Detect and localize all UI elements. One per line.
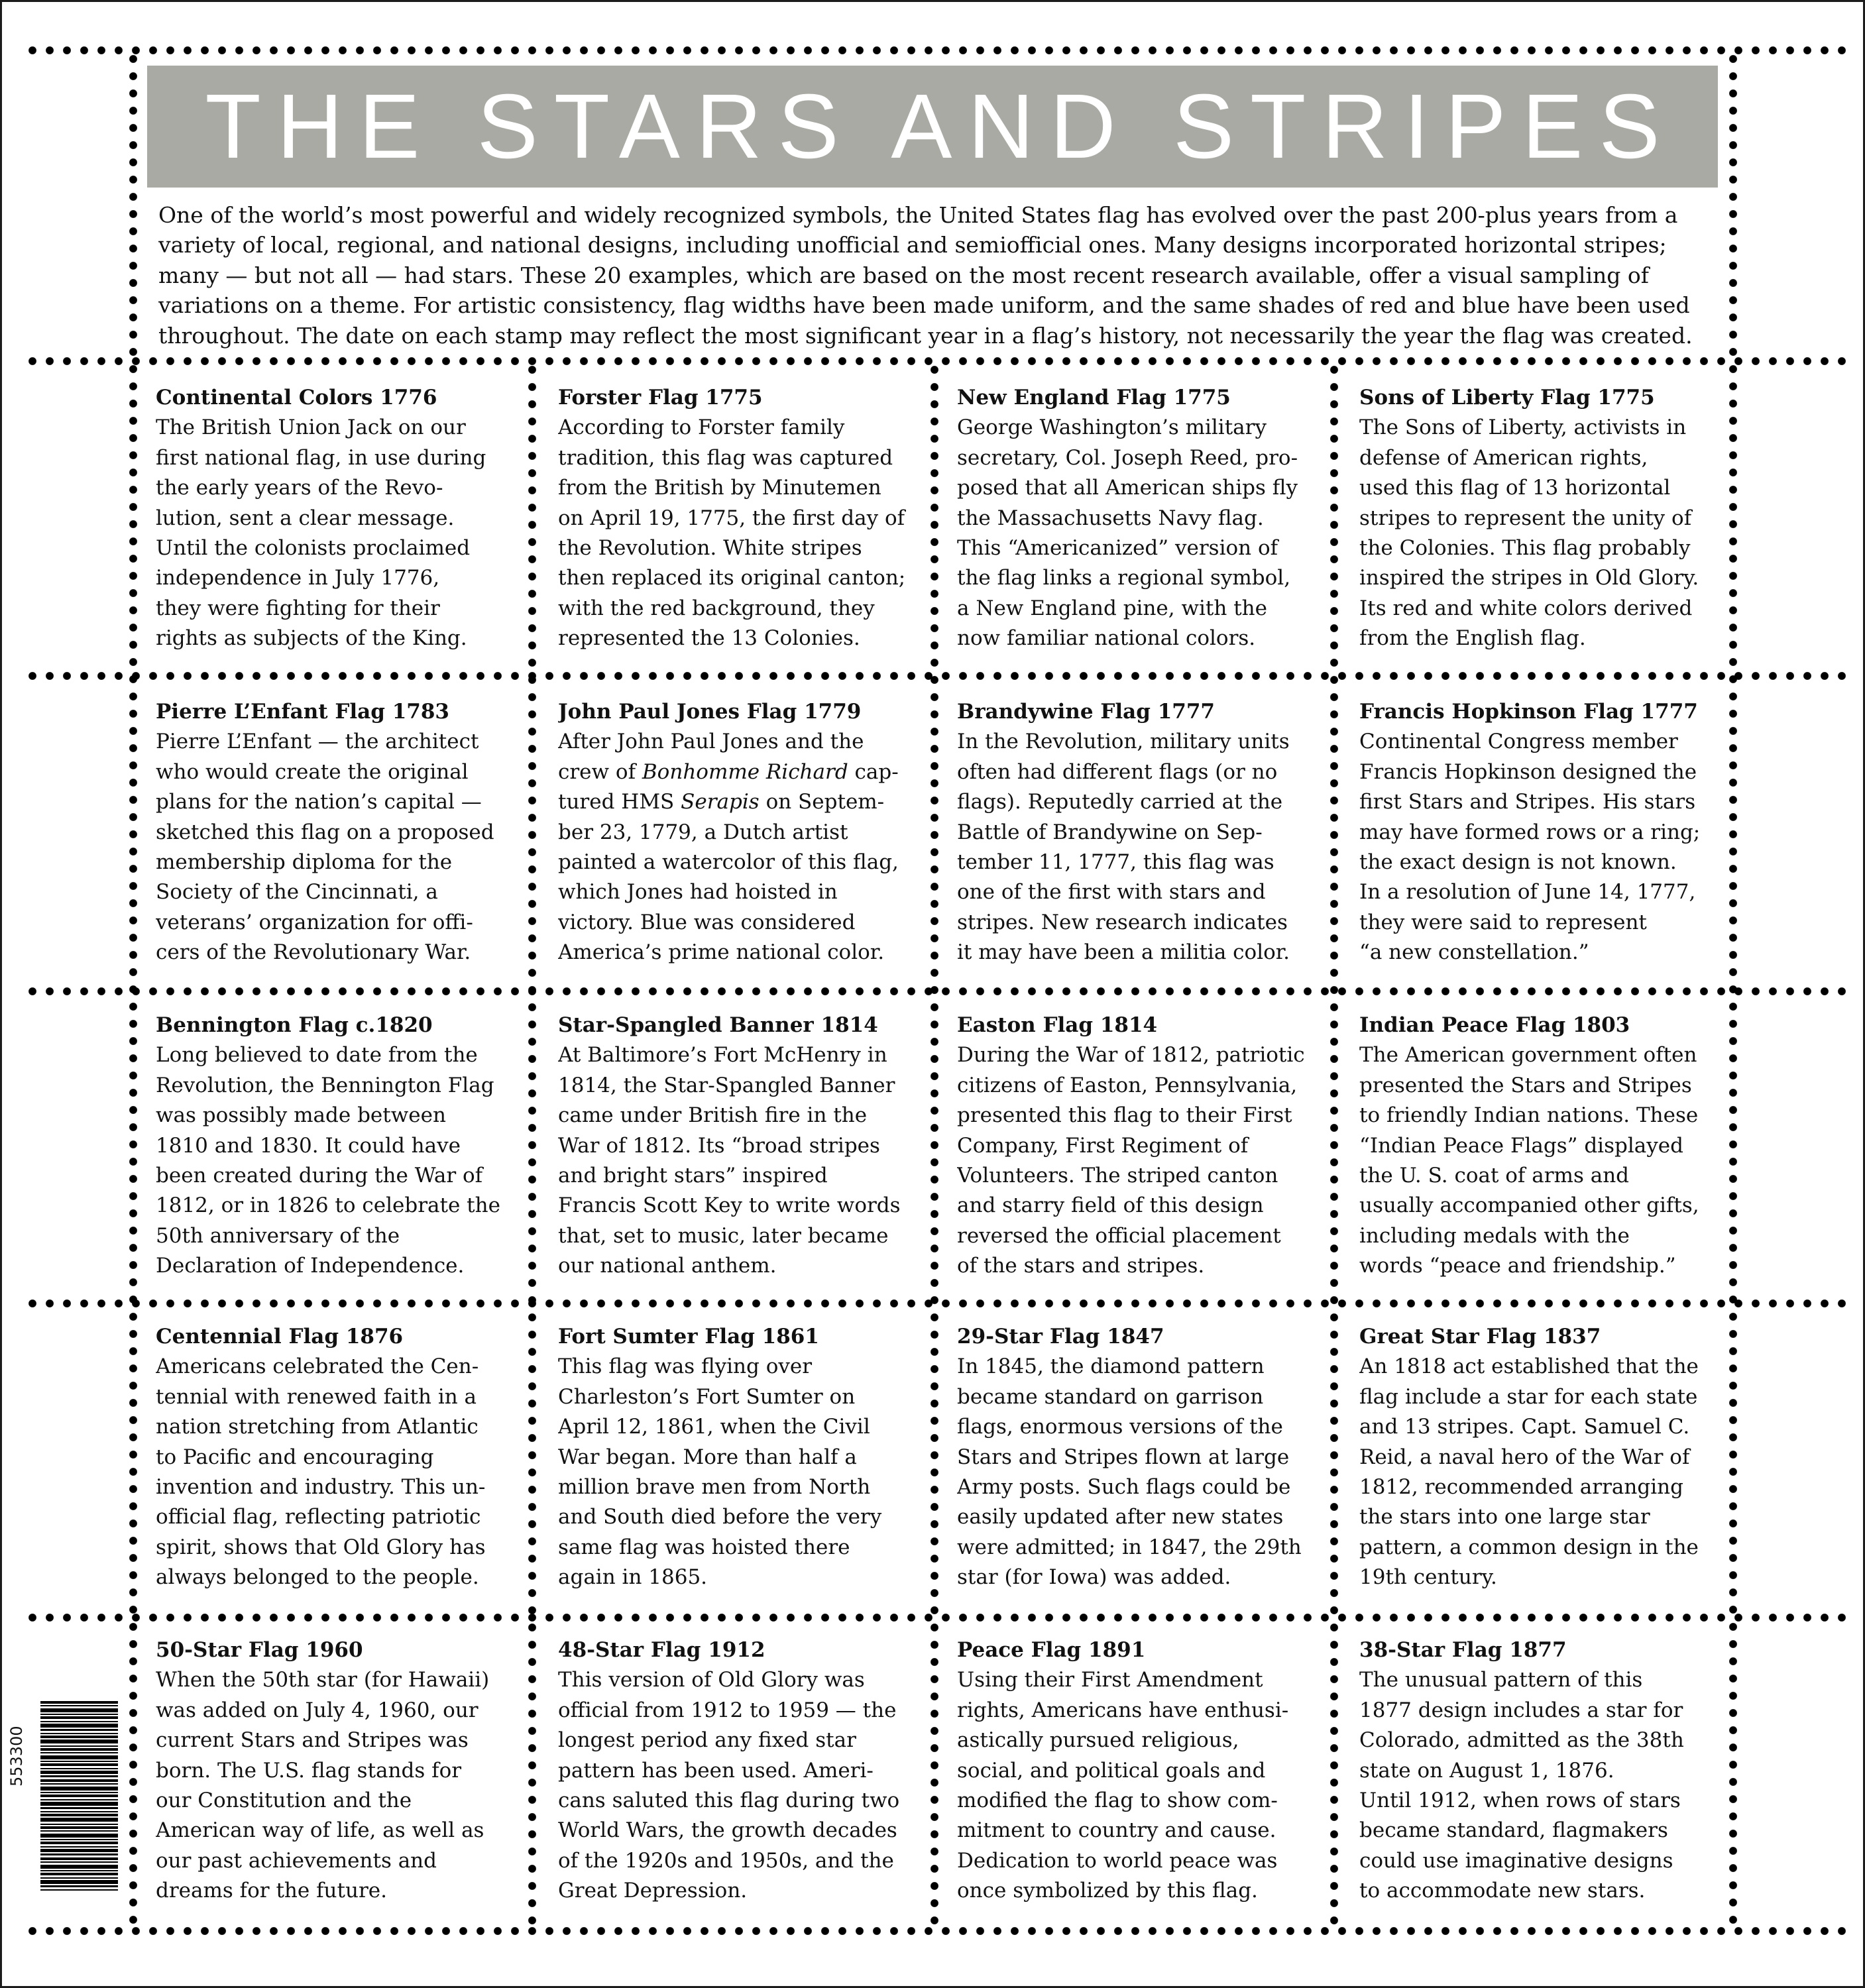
barcode-bar	[40, 1733, 118, 1734]
stamp-text-line: tennial with renewed faith in a	[156, 1384, 477, 1409]
stamp-text-line: modified the flag to show com-	[957, 1789, 1278, 1813]
intro-line: variety of local, regional, and national designs, including unofficial and semiofficial ones. Many designs incorporated horizontal stripes;	[158, 232, 1667, 258]
stamp-cell	[1359, 1011, 1727, 1282]
barcode-bar	[40, 1814, 118, 1816]
stamp-title: Fort Sumter Flag 1861	[558, 1325, 819, 1349]
stamp-title: Forster Flag 1775	[558, 386, 763, 410]
intro-paragraph	[158, 200, 1710, 351]
stamp-text-line: the early years of the Revo-	[156, 476, 443, 500]
stamp-text-line: our national anthem.	[558, 1254, 777, 1278]
barcode-bar	[40, 1714, 118, 1715]
stamp-cell	[156, 1011, 524, 1282]
stamp-text-line: always belonged to the people.	[156, 1565, 479, 1590]
stamp-text-line: American way of life, as well as	[156, 1818, 484, 1843]
barcode-bar	[40, 1745, 118, 1747]
stamp-title: Star-Spangled Banner 1814	[558, 1013, 878, 1037]
stamp-text-line: and starry field of this design	[957, 1193, 1264, 1218]
stamp-text-line: who would create the original	[156, 759, 469, 784]
stamp-text-line: cers of the Revolutionary War.	[156, 940, 471, 965]
stamp-text-line: In a resolution of June 14, 1777,	[1359, 880, 1696, 905]
stamp-text-line: they were fighting for their	[156, 596, 440, 620]
stamp-cell	[957, 1635, 1325, 1906]
stamp-text-line: represented the 13 Colonies.	[558, 626, 860, 651]
stamp-text-line: Charleston’s Fort Sumter on	[558, 1384, 856, 1409]
stamp-title: Indian Peace Flag 1803	[1359, 1013, 1630, 1037]
stamp-text-line: 1812, recommended arranging	[1359, 1475, 1683, 1500]
stamp-text-line: presented this flag to their First	[957, 1103, 1292, 1128]
barcode-bar	[40, 1853, 118, 1855]
stamp-text-line: Long believed to date from the	[156, 1043, 478, 1068]
barcode-bar	[40, 1818, 118, 1822]
italic-ship-name: Bonhomme Richard	[642, 759, 848, 784]
stamp-text-line: George Washington’s military	[957, 415, 1267, 440]
stamp-text-line: War began. More than half a	[558, 1445, 857, 1469]
stamp-text-line: words “peace and friendship.”	[1359, 1254, 1676, 1278]
barcode-bar	[40, 1721, 118, 1722]
barcode-bar	[40, 1870, 118, 1871]
stamp-text-line: to friendly Indian nations. These	[1359, 1103, 1699, 1128]
barcode-bar	[40, 1807, 118, 1809]
barcode-bar	[40, 1787, 118, 1791]
stamp-title: Continental Colors 1776	[156, 386, 437, 410]
intro-line: throughout. The date on each stamp may reflect the most significant year in a flag’s history, not necessarily the year the flag was created.	[158, 322, 1693, 349]
stamp-text-line: 1814, the Star-Spangled Banner	[558, 1073, 895, 1097]
stamp-text-line: the Revolution. White stripes	[558, 536, 862, 561]
stamp-text-line: This flag was flying over	[558, 1354, 813, 1379]
stamp-text-line: the stars into one large star	[1359, 1505, 1650, 1529]
barcode-bar	[40, 1839, 118, 1840]
stamp-cell	[558, 1322, 926, 1593]
stamp-cell	[957, 697, 1325, 968]
stamp-text-line: Great Depression.	[558, 1879, 748, 1903]
stamp-text-line: Company, First Regiment of	[957, 1133, 1249, 1158]
stamp-text-line: flag include a star for each state	[1359, 1384, 1698, 1409]
stamp-text-line: spirit, shows that Old Glory has	[156, 1535, 486, 1559]
stamp-text-line: astically pursued religious,	[957, 1728, 1239, 1753]
stamp-cell	[957, 1011, 1325, 1282]
stamp-text-line: tember 11, 1777, this flag was	[957, 850, 1274, 875]
stamp-text-line: nation stretching from Atlantic	[156, 1415, 479, 1439]
barcode-bar	[40, 1763, 118, 1766]
barcode-bar	[40, 1736, 118, 1738]
stamp-text-line: stripes to represent the unity of	[1359, 506, 1692, 530]
barcode-bar	[40, 1708, 118, 1712]
stamp-title: 38-Star Flag 1877	[1359, 1638, 1567, 1662]
stamp-text-line: The unusual pattern of this	[1359, 1668, 1643, 1692]
stamp-cell	[957, 383, 1325, 654]
stamp-text-line: was possibly made between	[156, 1103, 446, 1128]
barcode-bar	[40, 1799, 118, 1800]
stamp-cell	[156, 1322, 524, 1593]
barcode-bar	[40, 1849, 118, 1852]
stamp-text-line: Its red and white colors derived	[1359, 596, 1693, 620]
barcode-bar	[40, 1889, 118, 1891]
perforation-row-top	[24, 46, 1849, 54]
stamp-text-line: became standard, flagmakers	[1359, 1818, 1668, 1843]
perforation-column-right	[1729, 50, 1737, 1931]
perforation-column	[931, 361, 938, 1931]
stamp-text-line: citizens of Easton, Pennsylvania,	[957, 1073, 1298, 1097]
stamp-text-line: Using their First Amendment	[957, 1668, 1263, 1692]
stamp-text-line: In 1845, the diamond pattern	[957, 1354, 1265, 1379]
stamp-text-line: first Stars and Stripes. His stars	[1359, 790, 1696, 814]
stamp-text-line: could use imaginative designs	[1359, 1848, 1673, 1873]
stamp-text-line: 50th anniversary of the	[156, 1223, 400, 1248]
perforation-column-left	[129, 50, 137, 1931]
stamp-text-line: may have formed rows or a ring;	[1359, 820, 1701, 844]
stamp-text-line: America’s prime national color.	[558, 940, 885, 965]
stamp-text-line: This “Americanized” version of	[957, 536, 1278, 561]
stamp-text-line: 19th century.	[1359, 1565, 1497, 1590]
stamp-text-line: Francis Hopkinson designed the	[1359, 759, 1697, 784]
stamp-text-line: reversed the official placement	[957, 1223, 1281, 1248]
intro-line: One of the world’s most powerful and widely recognized symbols, the United States flag has evolved over the past 200-plus years from a	[158, 202, 1678, 228]
text-segment: on Septem-	[759, 790, 885, 814]
barcode	[40, 1701, 118, 1891]
stamp-text-line: the exact design is not known.	[1359, 850, 1677, 875]
stamp-text-line: “Indian Peace Flags” displayed	[1359, 1133, 1683, 1158]
stamp-text-line: that, set to music, later became	[558, 1223, 889, 1248]
barcode-bar	[40, 1830, 118, 1832]
stamp-text-line: and bright stars” inspired	[558, 1164, 828, 1188]
stamp-text-line: An 1818 act established that the	[1359, 1354, 1699, 1379]
stamp-text-line: Americans celebrated the Cen-	[156, 1354, 479, 1379]
barcode-number: 553300	[7, 1726, 26, 1787]
stamp-text-line: posed that all American ships fly	[957, 476, 1298, 500]
stamp-text-line: again in 1865.	[558, 1565, 708, 1590]
stamp-cell	[558, 383, 926, 654]
barcode-bar	[40, 1824, 118, 1825]
barcode-bar	[40, 1724, 118, 1728]
barcode-bar	[40, 1716, 118, 1719]
stamp-text-line: 1810 and 1830. It could have	[156, 1133, 461, 1158]
stamp-text-line: from the British by Minutemen	[558, 476, 881, 500]
barcode-bar	[40, 1802, 118, 1806]
stamp-text-line: Pierre L’Enfant — the architect	[156, 730, 479, 754]
stamp-text-line: independence in July 1776,	[156, 566, 440, 590]
stamp-text-line: with the red background, they	[558, 596, 875, 620]
stamp-text-line: were admitted; in 1847, the 29th	[957, 1535, 1302, 1559]
perforation-column	[1330, 361, 1338, 1931]
stamp-text-line: to accommodate new stars.	[1359, 1879, 1646, 1903]
barcode-bar	[40, 1885, 118, 1887]
stamp-cell	[1359, 697, 1727, 968]
stamp-title: Great Star Flag 1837	[1359, 1325, 1601, 1349]
stamp-text-line: became standard on garrison	[957, 1384, 1264, 1409]
barcode-bar	[40, 1775, 118, 1777]
stamp-text-line: Francis Scott Key to write words	[558, 1193, 901, 1218]
text-segment: tured HMS	[558, 790, 681, 814]
stamp-text-line	[558, 757, 926, 787]
text-segment: cap-	[848, 759, 899, 784]
stamp-cell	[1359, 1635, 1727, 1906]
stamp-cell	[558, 1635, 926, 1906]
stamp-text-line: came under British fire in the	[558, 1103, 868, 1128]
stamp-text-line: flags). Reputedly carried at the	[957, 790, 1283, 814]
barcode-bar	[40, 1834, 118, 1838]
stamp-cell	[156, 697, 524, 968]
stamp-text-line: the Colonies. This flag probably	[1359, 536, 1691, 561]
stamp-cell	[156, 383, 524, 654]
stamp-title: Peace Flag 1891	[957, 1638, 1146, 1662]
stamp-text-line: defense of American rights,	[1359, 445, 1648, 470]
stamp-text-line: ber 23, 1779, a Dutch artist	[558, 820, 848, 844]
stamp-title: Sons of Liberty Flag 1775	[1359, 386, 1655, 410]
stamp-text-line: pattern has been used. Ameri-	[558, 1758, 874, 1783]
barcode-bar	[40, 1705, 118, 1706]
barcode-bar	[40, 1740, 118, 1743]
stamp-text-line: and 13 stripes. Capt. Samuel C.	[1359, 1415, 1690, 1439]
stamp-text-line: rights, Americans have enthusi-	[957, 1698, 1289, 1722]
barcode-bar	[40, 1748, 118, 1751]
stamp-title: Easton Flag 1814	[957, 1013, 1158, 1037]
intro-line: variations on a theme. For artistic consistency, flag widths have been made uniform, and the same shades of red and blue have been used	[158, 292, 1690, 319]
stamp-text-line: our Constitution and the	[156, 1789, 412, 1813]
stamp-text-line: current Stars and Stripes was	[156, 1728, 469, 1753]
stamp-text-line: million brave men from North	[558, 1475, 871, 1500]
stamp-text-line: The Sons of Liberty, activists in	[1359, 415, 1687, 440]
barcode-bar	[40, 1873, 118, 1875]
barcode-bar	[40, 1811, 118, 1812]
stamp-cell	[1359, 1322, 1727, 1593]
stamp-text-line: According to Forster family	[558, 415, 845, 440]
italic-ship-name: Serapis	[681, 790, 760, 814]
barcode-bar	[40, 1792, 118, 1793]
stamp-text-line: stripes. New research indicates	[957, 910, 1288, 934]
stamp-text-line: Until the colonists proclaimed	[156, 536, 471, 561]
stamp-text-line: tradition, this flag was captured	[558, 445, 893, 470]
stamp-text-line: of the 1920s and 1950s, and the	[558, 1848, 894, 1873]
barcode-bar	[40, 1779, 118, 1782]
stamp-text-line: When the 50th star (for Hawaii)	[156, 1668, 490, 1692]
stamp-text-line: flags, enormous versions of the	[957, 1415, 1283, 1439]
stamp-text-line: After John Paul Jones and the	[558, 730, 864, 754]
stamp-text-line: invention and industry. This un-	[156, 1475, 486, 1500]
stamp-text-line: At Baltimore’s Fort McHenry in	[558, 1043, 887, 1068]
stamp-text-line: During the War of 1812, patriotic	[957, 1043, 1305, 1068]
stamp-text-line: once symbolized by this flag.	[957, 1879, 1258, 1903]
stamp-text-line: The British Union Jack on our	[156, 415, 466, 440]
stamp-text-line: Until 1912, when rows of stars	[1359, 1789, 1681, 1813]
stamp-text-line: inspired the stripes in Old Glory.	[1359, 566, 1699, 590]
stamp-cell	[558, 1011, 926, 1282]
stamp-text-line: social, and political goals and	[957, 1758, 1266, 1783]
stamp-text-line: state on August 1, 1876.	[1359, 1758, 1614, 1783]
stamp-text-line: same flag was hoisted there	[558, 1535, 850, 1559]
barcode-bar	[40, 1865, 118, 1869]
stamp-text-line: on April 19, 1775, the first day of	[558, 506, 905, 530]
barcode-bar	[40, 1846, 118, 1848]
stamp-text-line: Continental Congress member	[1359, 730, 1678, 754]
stamp-text-line: Stars and Stripes flown at large	[957, 1445, 1290, 1469]
stamp-text-line: Society of the Cincinnati, a	[156, 880, 438, 905]
stamp-text-line: longest period any fixed star	[558, 1728, 856, 1753]
stamp-text-line: plans for the nation’s capital —	[156, 790, 482, 814]
stamp-text-line: victory. Blue was considered	[558, 910, 856, 934]
barcode-bar	[40, 1880, 118, 1884]
stamp-text-line: now familiar national colors.	[957, 626, 1256, 651]
stamp-text-line: Volunteers. The striped canton	[957, 1164, 1278, 1188]
perforation-column	[528, 361, 536, 1931]
stamp-text-line: which Jones had hoisted in	[558, 880, 838, 905]
stamp-text-line: “a new constellation.”	[1359, 940, 1589, 965]
stamp-text-line: lution, sent a clear message.	[156, 506, 455, 530]
stamp-text-line: Reid, a naval hero of the War of	[1359, 1445, 1690, 1469]
barcode-bar	[40, 1729, 118, 1731]
barcode-bar	[40, 1826, 118, 1829]
stamp-text-line: dreams for the future.	[156, 1879, 387, 1903]
barcode-bar	[40, 1877, 118, 1879]
barcode-bar	[40, 1783, 118, 1785]
stamp-text-line: 1812, or in 1826 to celebrate the	[156, 1193, 500, 1218]
stamp-title: 50-Star Flag 1960	[156, 1638, 363, 1662]
stamp-text-line: often had different flags (or no	[957, 759, 1278, 784]
stamp-text-line	[558, 787, 926, 817]
barcode-bar	[40, 1752, 118, 1753]
stamp-cell	[156, 1635, 524, 1906]
stamp-cell	[957, 1322, 1325, 1593]
stamp-text-line: the Massachusetts Navy flag.	[957, 506, 1264, 530]
stamp-text-line: a New England pine, with the	[957, 596, 1267, 620]
stamp-text-line: used this flag of 13 horizontal	[1359, 476, 1671, 500]
stamp-text-line: cans saluted this flag during two	[558, 1789, 900, 1813]
stamp-text-line: they were said to represent	[1359, 910, 1647, 934]
stamp-text-line: Declaration of Independence.	[156, 1254, 465, 1278]
stamp-text-line: This version of Old Glory was	[558, 1668, 865, 1692]
stamp-text-line: Army posts. Such flags could be	[957, 1475, 1291, 1500]
stamp-text-line: painted a watercolor of this flag,	[558, 850, 899, 875]
barcode-bar	[40, 1768, 118, 1769]
barcode-bar	[40, 1755, 118, 1759]
stamp-text-line: first national flag, in use during	[156, 445, 486, 470]
barcode-bar	[40, 1701, 118, 1704]
text-segment: crew of	[558, 759, 642, 784]
barcode-bar	[40, 1795, 118, 1797]
stamp-text-line: and South died before the very	[558, 1505, 882, 1529]
stamp-text-line: April 12, 1861, when the Civil	[558, 1415, 870, 1439]
stamp-text-line: In the Revolution, military units	[957, 730, 1290, 754]
barcode-bar	[40, 1771, 118, 1774]
stamp-text-line: sketched this flag on a proposed	[156, 820, 494, 844]
stamp-text-line: star (for Iowa) was added.	[957, 1565, 1231, 1590]
stamp-text-line: our past achievements and	[156, 1848, 437, 1873]
barcode-bar	[40, 1861, 118, 1863]
stamp-text-line: easily updated after new states	[957, 1505, 1284, 1529]
stamp-title: John Paul Jones Flag 1779	[558, 700, 862, 724]
stamp-text-line: including medals with the	[1359, 1223, 1630, 1248]
stamp-text-line: to Pacific and encouraging	[156, 1445, 434, 1469]
stamp-text-line: then replaced its original canton;	[558, 566, 906, 590]
stamp-title: Brandywine Flag 1777	[957, 700, 1215, 724]
stamp-title: New England Flag 1775	[957, 386, 1231, 410]
stamp-title: 29-Star Flag 1847	[957, 1325, 1164, 1349]
stamp-text-line: Revolution, the Bennington Flag	[156, 1073, 494, 1097]
barcode-bar	[40, 1761, 118, 1762]
stamp-text-line: 1877 design includes a star for	[1359, 1698, 1683, 1722]
stamp-text-line: rights as subjects of the King.	[156, 626, 467, 651]
stamp-text-line: official from 1912 to 1959 — the	[558, 1698, 897, 1722]
intro-line: many — but not all — had stars. These 20 examples, which are based on the most recent research available, offer a visual sampling of	[158, 262, 1649, 288]
stamp-text-line: membership diploma for the	[156, 850, 453, 875]
stamp-text-line: Battle of Brandywine on Sep-	[957, 820, 1263, 844]
title-banner	[147, 66, 1718, 188]
stamp-text-line: The American government often	[1359, 1043, 1697, 1068]
stamp-title: Pierre L’Enfant Flag 1783	[156, 700, 450, 724]
stamp-text-line: the flag links a regional symbol,	[957, 566, 1291, 590]
stamp-text-line: Colorado, admitted as the 38th	[1359, 1728, 1684, 1753]
stamp-text-line: one of the first with stars and	[957, 880, 1266, 905]
barcode-bar	[40, 1857, 118, 1860]
stamp-text-line: Dedication to world peace was	[957, 1848, 1278, 1873]
stamp-title: Bennington Flag c.1820	[156, 1013, 433, 1037]
stamp-text-line: secretary, Col. Joseph Reed, pro-	[957, 445, 1298, 470]
stamp-text-line: pattern, a common design in the	[1359, 1535, 1699, 1559]
stamp-title: Centennial Flag 1876	[156, 1325, 404, 1349]
stamp-cell	[558, 697, 926, 968]
stamp-text-line: from the English flag.	[1359, 626, 1586, 651]
stamp-title: 48-Star Flag 1912	[558, 1638, 765, 1662]
stamp-text-line: official flag, reflecting patriotic	[156, 1505, 481, 1529]
stamp-text-line: veterans’ organization for offi-	[156, 910, 473, 934]
stamp-text-line: usually accompanied other gifts,	[1359, 1193, 1699, 1218]
stamp-text-line: mitment to country and cause.	[957, 1818, 1276, 1843]
stamp-title: Francis Hopkinson Flag 1777	[1359, 700, 1698, 724]
barcode-bar	[40, 1842, 118, 1844]
sheet-title: THE STARS AND STRIPES	[205, 76, 1676, 178]
stamp-text-line: presented the Stars and Stripes	[1359, 1073, 1692, 1097]
stamp-text-line: War of 1812. Its “broad stripes	[558, 1133, 880, 1158]
stamp-text-line: of the stars and stripes.	[957, 1254, 1205, 1278]
stamp-cell	[1359, 383, 1727, 654]
stamp-text-line: was added on July 4, 1960, our	[156, 1698, 479, 1722]
stamp-text-line: born. The U.S. flag stands for	[156, 1758, 462, 1783]
stamp-text-line: World Wars, the growth decades	[558, 1818, 897, 1843]
stamp-text-line: been created during the War of	[156, 1164, 483, 1188]
stamp-text-line: it may have been a militia color.	[957, 940, 1290, 965]
stamp-text-line: the U. S. coat of arms and	[1359, 1164, 1630, 1188]
